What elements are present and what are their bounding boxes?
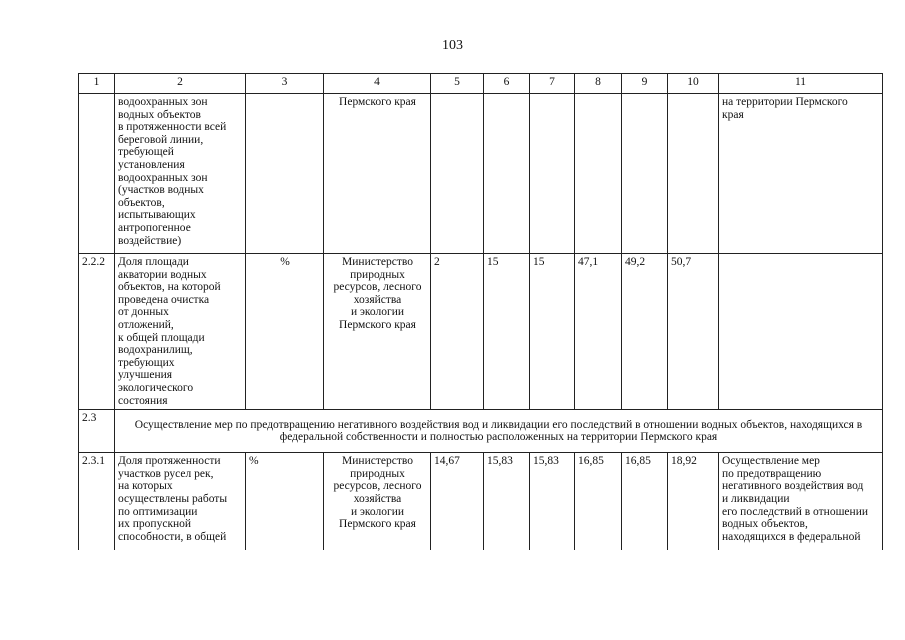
value-cell: 16,85 — [575, 453, 622, 551]
header-row — [79, 74, 883, 94]
note-cell — [719, 254, 883, 410]
header-cell: 10 — [668, 74, 719, 94]
unit-cell: % — [246, 453, 324, 551]
table-row — [79, 254, 883, 410]
value-cell: 50,7 — [668, 254, 719, 410]
unit-cell: % — [246, 254, 324, 410]
page-number: 103 — [442, 38, 463, 53]
indicators-table — [78, 73, 883, 550]
value-cell — [484, 94, 530, 254]
indicator-name: Доля протяженности участков русел рек, на которых осуществлены работы по оптимизации их пропускной способности, в общей — [115, 453, 246, 551]
row-number: 2.3.1 — [79, 453, 115, 551]
header-cell: 7 — [530, 74, 575, 94]
header-cell: 5 — [431, 74, 484, 94]
row-number — [79, 94, 115, 254]
table-row — [79, 453, 883, 551]
note-cell: Осуществление мер по предотвращению негативного воздействия вод и ликвидации его последствий в отношении водных объектов, находящихся в федеральной — [719, 453, 883, 551]
table-row — [79, 94, 883, 254]
header-cell: 6 — [484, 74, 530, 94]
value-cell: 15,83 — [484, 453, 530, 551]
header-cell: 4 — [324, 74, 431, 94]
unit-cell — [246, 94, 324, 254]
value-cell: 14,67 — [431, 453, 484, 551]
value-cell — [575, 94, 622, 254]
value-cell: 49,2 — [622, 254, 668, 410]
value-cell: 15,83 — [530, 453, 575, 551]
value-cell: 15 — [484, 254, 530, 410]
indicator-name: Доля площади акватории водных объектов, на которой проведена очистка от донных отложений, к общей площади водохранилищ, требующих улучшения экологического состояния — [115, 254, 246, 410]
header-cell: 9 — [622, 74, 668, 94]
header-cell: 2 — [115, 74, 246, 94]
executor-cell: Министерство природных ресурсов, лесного хозяйства и экологии Пермского края — [324, 254, 431, 410]
value-cell: 2 — [431, 254, 484, 410]
section-row — [79, 410, 883, 453]
section-title: Осуществление мер по предотвращению негативного воздействия вод и ликвидации его последствий в отношении водных объектов, находящихся в федеральной собственности и полностью расположенных на территории Пермского края — [115, 410, 883, 453]
value-cell — [431, 94, 484, 254]
note-cell: на территории Пермского края — [719, 94, 883, 254]
header-cell: 1 — [79, 74, 115, 94]
value-cell: 15 — [530, 254, 575, 410]
value-cell — [668, 94, 719, 254]
value-cell — [622, 94, 668, 254]
executor-cell: Министерство природных ресурсов, лесного хозяйства и экологии Пермского края — [324, 453, 431, 551]
value-cell — [530, 94, 575, 254]
section-number: 2.3 — [79, 410, 115, 453]
value-cell: 47,1 — [575, 254, 622, 410]
header-cell: 11 — [719, 74, 883, 94]
header-cell: 3 — [246, 74, 324, 94]
row-number: 2.2.2 — [79, 254, 115, 410]
value-cell: 18,92 — [668, 453, 719, 551]
header-cell: 8 — [575, 74, 622, 94]
value-cell: 16,85 — [622, 453, 668, 551]
indicator-name: водоохранных зон водных объектов в протяженности всей береговой линии, требующей установления водоохранных зон (участков водных объектов, испытывающих антропогенное воздействие) — [115, 94, 246, 254]
executor-cell: Пермского края — [324, 94, 431, 254]
